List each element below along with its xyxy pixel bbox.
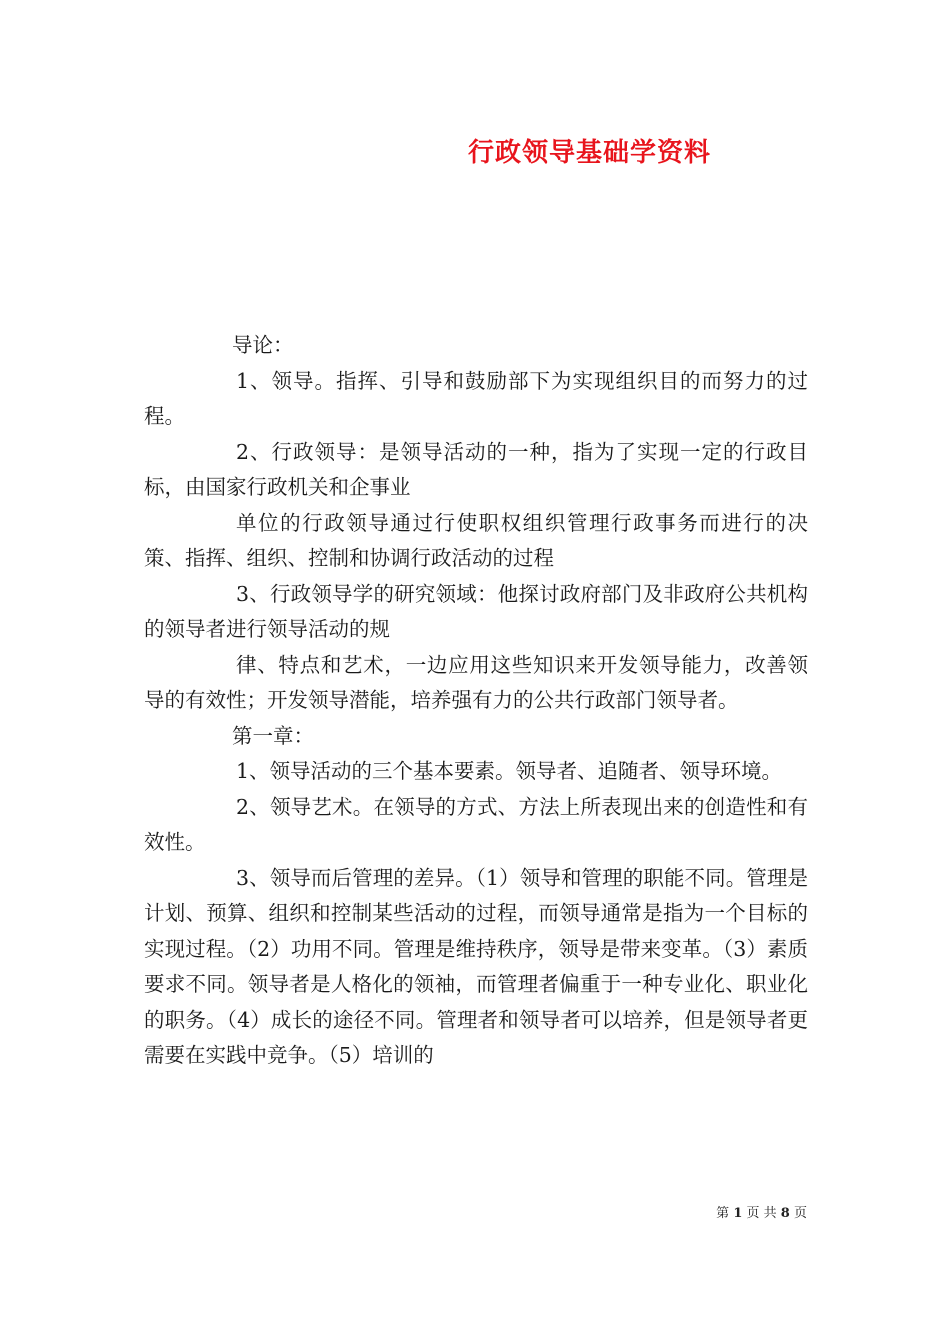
paragraph: 1、领导活动的三个基本要素。领导者、追随者、领导环境。	[236, 759, 783, 783]
footer-prefix: 第	[716, 1206, 730, 1221]
total-pages-number: 8	[780, 1206, 790, 1221]
document-title: 行政领导基础学资料	[468, 138, 712, 168]
footer-suffix: 页	[793, 1206, 807, 1221]
page-number-footer	[716, 1202, 807, 1221]
paragraph: 2、领导艺术。在领导的方式、方法上所表现出来的创造性和有效性。	[144, 794, 808, 854]
paragraph: 2、行政领导：是领导活动的一种，指为了实现一定的行政目标，由国家行政机关和企事业	[144, 439, 808, 499]
section-heading-chapter-one: 第一章：	[232, 723, 314, 748]
paragraph: 1、领导。指挥、引导和鼓励部下为实现组织目的而努力的过程。	[144, 368, 808, 428]
paragraph: 3、行政领导学的研究领域：他探讨政府部门及非政府公共机构的领导者进行领导活动的规	[144, 581, 808, 641]
document-body	[144, 328, 808, 1074]
paragraph: 单位的行政领导通过行使职权组织管理行政事务而进行的决策、指挥、组织、控制和协调行政活动的过程	[144, 510, 808, 570]
paragraph: 3、领导而后管理的差异。（1）领导和管理的职能不同。管理是计划、预算、组织和控制某些活动的过程，而领导通常是指为一个目标的实现过程。（2）功用不同。管理是维持秩序，领导是带来变革。（3）素质要求不同。领导者是人格化的领袖，而管理者偏重于一种专业化、职业化的职务。（4）成长的途径不同。管理者和领导者可以培养，但是领导者更需要在实践中竞争。（5）培训的	[144, 865, 808, 1067]
footer-middle: 页 共	[746, 1206, 777, 1221]
section-heading-intro: 导论：	[232, 333, 294, 357]
paragraph: 律、特点和艺术，一边应用这些知识来开发领导能力，改善领导的有效性；开发领导潜能，培养强有力的公共行政部门领导者。	[144, 652, 808, 712]
current-page-number: 1	[733, 1206, 743, 1221]
